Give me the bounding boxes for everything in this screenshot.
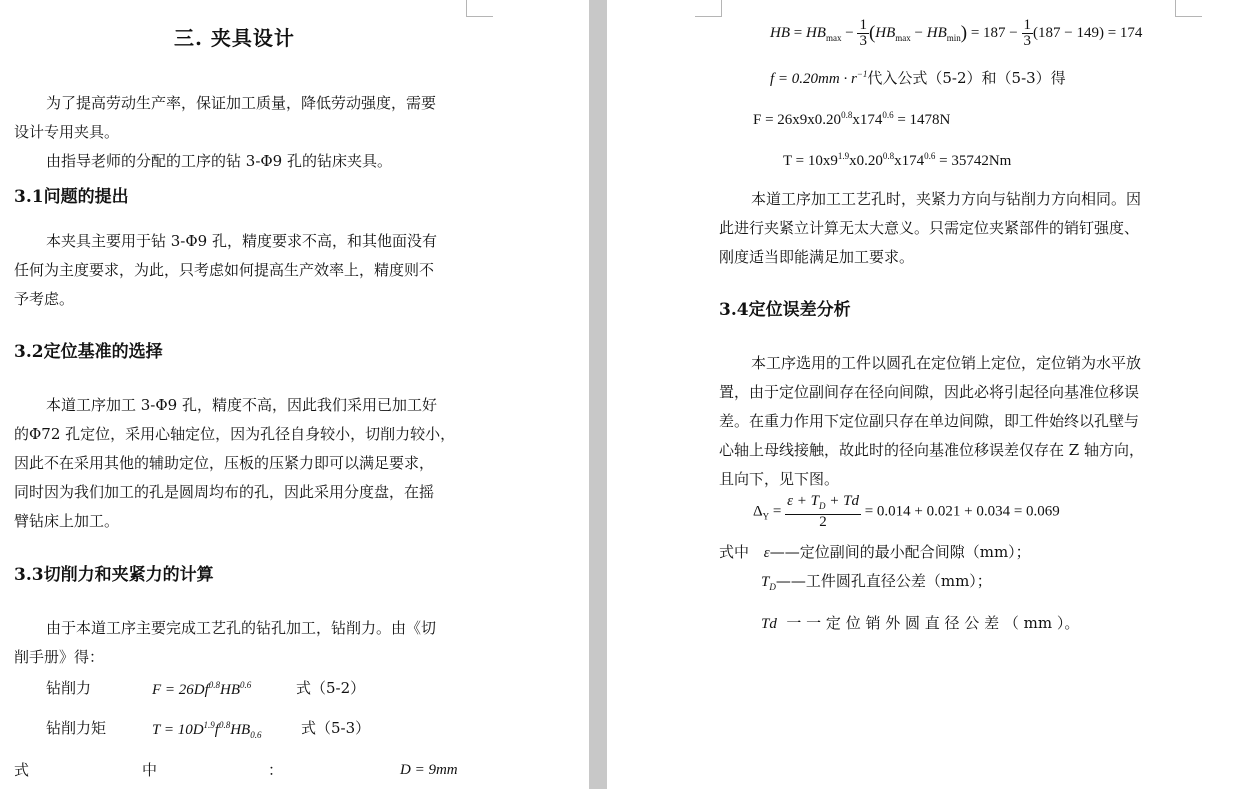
torque-calculation: $T = 10x9^{1.9}x0.20^{0.8}x174^{0.6} = 35742Nm$	[783, 151, 1012, 169]
crop-mark	[695, 0, 722, 17]
paragraph-line: 差。在重力作用下定位副只存在单边间隙，即工件始终以孔壁与	[719, 412, 1140, 430]
hardness-formula: HB = $HB_{max}$ − $\frac{1}{3}$ $(HB_{max} - HB_{min}) = 187$ − $\frac{1}{3}$ (187 − 149) = 174	[770, 17, 1143, 49]
page-gutter	[589, 0, 607, 789]
positioning-error-result: = 0.014 + 0.021 + 0.034 = 0.069	[864, 503, 1060, 520]
paragraph-line: 予考虑。	[14, 290, 75, 308]
intro-line-3: 由指导老师的分配的工序的钻 3-Φ9 孔的钻床夹具。	[46, 152, 392, 170]
paragraph-line: 的Φ72 孔定位，采用心轴定位，因为孔径自身较小，切削力较小，	[14, 425, 456, 443]
intro-line-2: 设计专用夹具。	[14, 123, 120, 141]
paragraph-line: 且向下，见下图。	[719, 470, 840, 488]
paragraph-line: 心轴上母线接触，故此时的径向基准位移误差仅存在 Z 轴方向，	[719, 441, 1144, 459]
crop-mark	[466, 0, 493, 17]
torque-calc-result: = 35742Nm	[935, 153, 1012, 169]
force-calc-lhs: F = 26x9x0.20	[753, 112, 842, 128]
hardness-result-value: (187 − 149) = 174	[1033, 24, 1143, 41]
section-heading-3-4: 3.4定位误差分析	[719, 300, 851, 320]
paragraph-line: 此进行夹紧立计算无太大意义。只需定位夹紧部件的销钉强度、	[719, 219, 1140, 237]
definition-epsilon-text: ——定位副间的最小配合间隙（mm）；	[769, 543, 1031, 561]
feed-text: 代入公式（5-2）和（5-3）得	[867, 69, 1066, 87]
force-label: 钻削力	[46, 679, 92, 697]
chapter-title: 三. 夹具设计	[174, 26, 295, 50]
force-calculation: $F = 26x9x0.20^{0.8}x174^{0.6} = 1478N$	[753, 110, 951, 128]
paragraph-line: 由于本道工序主要完成工艺孔的钻孔加工，钻削力。由《切	[46, 619, 437, 637]
definition-td-lower-text: 一 一 定 位 销 外 圆 直 径 公 差 （ mm ）。	[786, 614, 1080, 632]
paragraph-line: 本工序选用的工件以圆孔在定位销上定位，定位销为水平放	[751, 354, 1142, 372]
paragraph-line: 刚度适当即能满足加工要求。	[719, 248, 915, 266]
force-formula: $F = 26Df^{0.8}HB^{0.6}$	[152, 680, 252, 698]
paragraph-line: 置，由于定位副间存在径向间隙，因此必将引起径向基准位移误	[719, 383, 1140, 401]
paragraph-line: 削手册》得：	[14, 648, 105, 666]
section-heading-3-1: 3.1问题的提出	[14, 187, 129, 207]
definition-epsilon: 式中 ε——定位副间的最小配合间隙（mm）；	[719, 543, 1031, 561]
paragraph-line: 本夹具主要用于钻 3-Φ9 孔，精度要求不高，和其他面没有	[46, 232, 437, 250]
torque-calc-lhs: T = 10x9	[783, 153, 838, 169]
paragraph-line: 臂钻床上加工。	[14, 512, 120, 530]
where-colon: ：	[268, 761, 284, 779]
diameter-value: D = 9mm	[400, 762, 458, 778]
torque-formula-ref: 式（5-3）	[301, 719, 371, 737]
torque-formula: $T = 10D^{1.9}f^{0.8}HB_{0.6}$	[152, 720, 262, 740]
paragraph-line: 本道工序加工工艺孔时，夹紧力方向与钻削力方向相同。因	[751, 190, 1142, 208]
feed-line: $f = 0.20mm \cdot r^{-1}$代入公式（5-2）和（5-3）得	[770, 69, 1066, 87]
where-text: 中	[142, 761, 158, 779]
crop-mark	[1175, 0, 1202, 17]
where-text: 式	[14, 761, 30, 779]
torque-label: 钻削力矩	[46, 719, 107, 737]
force-calc-result: = 1478N	[893, 112, 951, 128]
paragraph-line: 因此不在采用其他的辅助定位，压板的压紧力即可以满足要求，	[14, 454, 435, 472]
paragraph-line: 本道工序加工 3-Φ9 孔，精度不高，因此我们采用已加工好	[46, 396, 437, 414]
intro-line-1: 为了提高劳动生产率，保证加工质量，降低劳动强度，需要	[46, 94, 437, 112]
definition-td-upper: $T_D——$工件圆孔直径公差（mm）；	[761, 572, 992, 592]
document-page-right	[607, 0, 1237, 789]
definition-td-upper-text: ——工件圆孔直径公差（mm）；	[775, 572, 992, 590]
positioning-error-formula: $\Delta_Y$ = $\frac{\varepsilon + T_D + Td}{2}$ = 0.014 + 0.021 + 0.034 = 0.069	[753, 493, 1060, 530]
paragraph-line: 同时因为我们加工的孔是圆周均布的孔，因此采用分度盘，在摇	[14, 483, 435, 501]
section-heading-3-3: 3.3切削力和夹紧力的计算	[14, 565, 214, 585]
where-prefix: 式中	[719, 543, 750, 561]
force-formula-ref: 式（5-2）	[296, 679, 366, 697]
definition-td-lower: Td 一 一 定 位 销 外 圆 直 径 公 差 （ mm ）。	[761, 614, 1080, 632]
hardness-result: = 187 −	[970, 24, 1022, 41]
section-heading-3-2: 3.2定位基准的选择	[14, 342, 163, 362]
paragraph-line: 任何为主度要求，为此，只考虑如何提高生产效率上，精度则不	[14, 261, 435, 279]
document-page-left	[0, 0, 589, 789]
